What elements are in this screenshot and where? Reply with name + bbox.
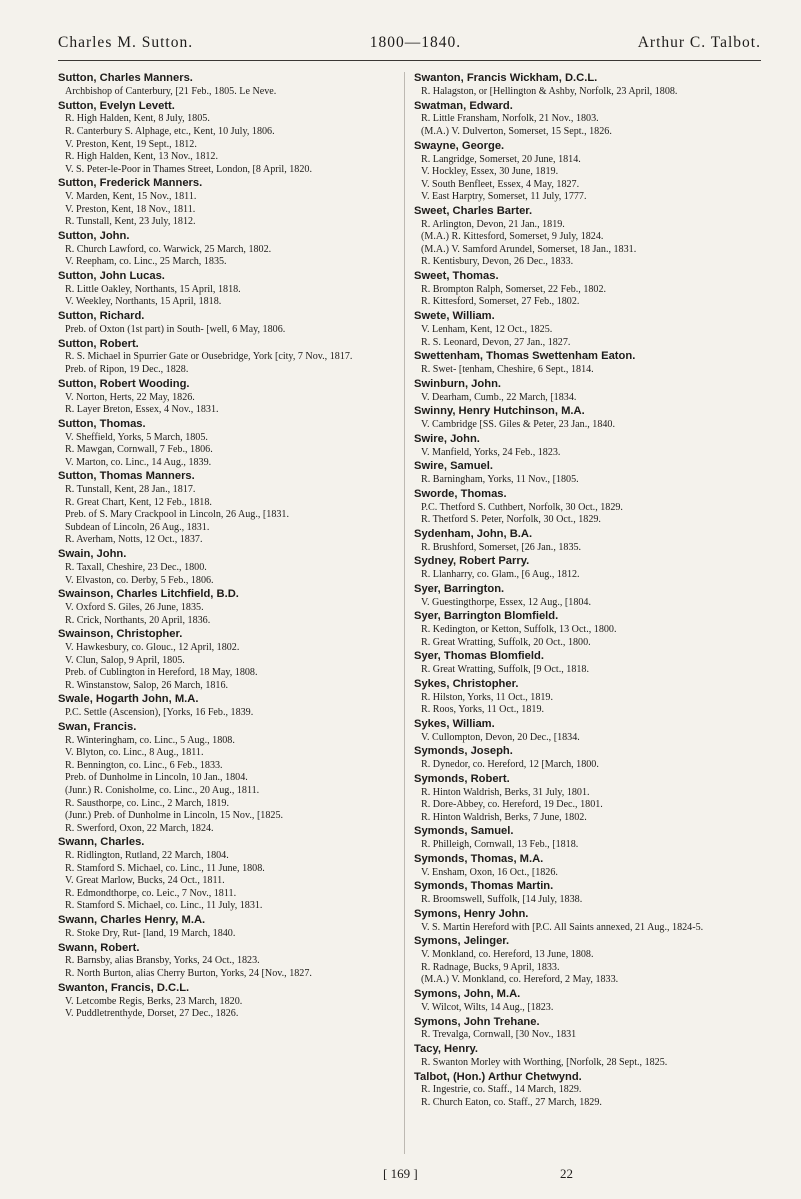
entry-name: Symonds, Robert. [414, 772, 510, 785]
entry-line: R. Brompton Ralph, Somerset, 22 Feb., 1802. [421, 283, 607, 295]
entry-line: (Junr.) Preb. of Dunholme in Lincoln, 15 Nov., [1825. [65, 810, 284, 822]
entry-line: R. Averham, Notts, 12 Oct., 1837. [65, 534, 203, 546]
entry-line: V. Letcombe Regis, Berks, 23 March, 1820. [65, 995, 243, 1007]
entry [58, 418, 398, 470]
entry-line: R. Little Fransham, Norfolk, 21 Nov., 1803. [421, 113, 599, 125]
entry-line: V. Clun, Salop, 9 April, 1805. [65, 654, 185, 666]
entry-line: R. Hilston, Yorks, 11 Oct., 1819. [421, 691, 553, 703]
entry [414, 433, 764, 460]
entry-line: V. Marton, co. Linc., 14 Aug., 1839. [65, 456, 212, 468]
entry-name: Swinburn, John. [414, 377, 502, 390]
entry-line: V. Manfield, Yorks, 24 Feb., 1823. [421, 446, 561, 458]
right-column [414, 72, 764, 1111]
entry-line: V. Weekley, Northants, 15 April, 1818. [65, 296, 222, 308]
entry-name: Symons, Henry John. [414, 907, 529, 920]
entry-line: R. Tunstall, Kent, 23 July, 1812. [65, 216, 196, 228]
entry-line: V. Marden, Kent, 15 Nov., 1811. [65, 191, 197, 203]
entry-line: V. East Harptry, Somerset, 11 July, 1777. [421, 191, 587, 203]
signature-mark: 22 [560, 1166, 573, 1181]
entry-name: Swettenham, Thomas Swettenham Eaton. [414, 350, 636, 363]
entry [58, 230, 398, 269]
entry [58, 721, 398, 835]
entry-line: V. Ensham, Oxon, 16 Oct., [1826. [421, 866, 558, 878]
entry-name: Sydenham, John, B.A. [414, 527, 533, 540]
entry [414, 310, 764, 349]
entry [414, 678, 764, 717]
entry-line: R. Edmondthorpe, co. Leic., 7 Nov., 1811. [65, 887, 237, 899]
entry [414, 880, 764, 907]
entry-line: (Junr.) R. Conisholme, co. Linc., 20 Aug., 1811. [65, 785, 260, 796]
entry [414, 140, 764, 204]
entry [414, 1016, 764, 1043]
entry [414, 745, 764, 772]
entry [58, 693, 398, 720]
entry [58, 100, 398, 177]
entry-name: Sutton, Thomas Manners. [58, 470, 195, 483]
entry-line: V. S. Martin Hereford with [P.C. All Saints annexed, 21 Aug., 1824-5. [421, 921, 704, 933]
entry [414, 1071, 764, 1110]
header-center: 1800—1840. [369, 34, 462, 51]
entry-line: V. Norton, Herts, 22 May, 1826. [65, 391, 195, 403]
entry-line: R. S. Michael in Spurrier Gate or Ousebridge, York [city, 7 Nov., 1817. [65, 351, 353, 363]
entry-line: R. Llanharry, co. Glam., [6 Aug., 1812. [421, 569, 580, 581]
entry-line: R. Winstanstow, Salop, 26 March, 1816. [65, 679, 229, 691]
entry [414, 908, 764, 935]
entry-line: R. Kentisbury, Devon, 26 Dec., 1833. [421, 256, 574, 268]
entry [414, 378, 764, 405]
entry-line: V. S. Peter-le-Poor in Thames Street, London, [8 April, 1820. [65, 163, 312, 175]
entry [414, 205, 764, 269]
entry-line: Preb. of Oxton (1st part) in South- [well, 6 May, 1806. [65, 323, 286, 335]
entry-name: Swire, John. [414, 432, 480, 445]
entry-name: Sutton, Robert Wooding. [58, 377, 190, 390]
entry [414, 350, 764, 377]
entry-line: R. Tunstall, Kent, 28 Jan., 1817. [65, 484, 196, 496]
entry [58, 548, 398, 587]
entry-line: V. Blyton, co. Linc., 8 Aug., 1811. [65, 747, 204, 759]
entry-line: V. Monkland, co. Hereford, 13 June, 1808. [421, 949, 594, 961]
entry-line: R. Kedington, or Ketton, Suffolk, 13 Oct., 1800. [421, 624, 617, 636]
entry [414, 100, 764, 139]
entry-line: Subdean of Lincoln, 26 Aug., 1831. [65, 521, 210, 533]
entry-line: R. Dore-Abbey, co. Hereford, 19 Dec., 1801. [421, 799, 603, 811]
entry-line: R. Hinton Waldrish, Berks, 31 July, 1801. [421, 786, 590, 798]
entry-name: Swann, Robert. [58, 941, 140, 954]
entry-line: R. Ridlington, Rutland, 22 March, 1804. [65, 850, 229, 862]
entry [414, 488, 764, 527]
entry-line: R. Stamford S. Michael, co. Linc., 11 July, 1831. [65, 900, 263, 912]
page-number: [ 169 ] [383, 1166, 418, 1181]
entry-line: R. Langridge, Somerset, 20 June, 1814. [421, 153, 581, 165]
column-divider [404, 72, 405, 1154]
entry-line: R. Barningham, Yorks, 11 Nov., [1805. [421, 474, 579, 485]
entry [58, 270, 398, 309]
entry-line: R. Roos, Yorks, 11 Oct., 1819. [421, 704, 545, 716]
entry-name: Swanton, Francis, D.C.L. [58, 981, 190, 994]
entry-line: R. Stamford S. Michael, co. Linc., 11 June, 1808. [65, 862, 265, 874]
entry-line: R. Taxall, Cheshire, 23 Dec., 1800. [65, 561, 207, 573]
entry [414, 825, 764, 852]
entry-line: Preb. of Dunholme in Lincoln, 10 Jan., 1804. [65, 772, 248, 784]
entry-name: Sweet, Thomas. [414, 269, 499, 282]
entry-line: R. Great Wratting, Suffolk, [9 Oct., 1818. [421, 664, 589, 676]
entry-line: V. Wilcot, Wilts, 14 Aug., [1823. [421, 1001, 554, 1013]
entry-name: Sweet, Charles Barter. [414, 204, 533, 217]
entry [58, 338, 398, 377]
entry-name: Symonds, Joseph. [414, 745, 513, 758]
entry-line: R. Kittesford, Somerset, 27 Feb., 1802. [421, 296, 580, 308]
entry-name: Symons, Jelinger. [414, 935, 510, 948]
entry-line: R. Great Wratting, Suffolk, 20 Oct., 1800. [421, 636, 591, 648]
header-right: Arthur C. Talbot. [637, 34, 761, 51]
entry-name: Sutton, Evelyn Levett. [58, 99, 175, 112]
entry-line: R. Canterbury S. Alphage, etc., Kent, 10 July, 1806. [65, 126, 275, 137]
entry [414, 555, 764, 582]
entry-line: R. Church Eaton, co. Staff., 27 March, 1829. [421, 1097, 602, 1108]
entry-line: R. Philleigh, Cornwall, 13 Feb., [1818. [421, 839, 579, 851]
entry [414, 460, 764, 487]
entry-line: R. Brushford, Somerset, [26 Jan., 1835. [421, 541, 582, 553]
entry [414, 405, 764, 432]
entry-line: Preb. of S. Mary Crackpool in Lincoln, 26 Aug., [1831. [65, 509, 289, 521]
entry-name: Syer, Thomas Blomfield. [414, 650, 544, 663]
entry-line: Archbishop of Canterbury, [21 Feb., 1805. Le Neve. [65, 85, 277, 97]
entry-name: Symonds, Samuel. [414, 825, 514, 838]
entry-name: Sutton, John Lucas. [58, 269, 165, 282]
entry-name: Symonds, Thomas, M.A. [414, 852, 544, 865]
entry-line: R. Ingestrie, co. Staff., 14 March, 1829. [421, 1084, 582, 1096]
entry-line: R. Winteringham, co. Linc., 5 Aug., 1808. [65, 734, 235, 746]
entry [58, 310, 398, 337]
running-header [58, 34, 761, 52]
entry-name: Symons, John Trehane. [414, 1015, 540, 1028]
entry-line: R. Bennington, co. Linc., 6 Feb., 1833. [65, 759, 223, 771]
entry [58, 588, 398, 627]
entry [414, 72, 764, 99]
entry-line: Preb. of Ripon, 19 Dec., 1828. [65, 364, 189, 375]
entry-line: V. Hockley, Essex, 30 June, 1819. [421, 166, 559, 178]
entry-name: Symons, John, M.A. [414, 988, 521, 1000]
entry-line: (M.A.) V. Dulverton, Somerset, 15 Sept., 1826. [421, 126, 612, 137]
entry-line: R. Crick, Northants, 20 April, 1836. [65, 614, 211, 626]
entry-line: R. Swanton Morley with Worthing, [Norfolk, 28 Sept., 1825. [421, 1056, 668, 1068]
entry-line: R. Dynedor, co. Hereford, 12 [March, 1800. [421, 759, 599, 771]
entry [414, 773, 764, 825]
entry-line: R. Sausthorpe, co. Linc., 2 March, 1819. [65, 797, 229, 809]
entry [58, 628, 398, 692]
entry-name: Swinny, Henry Hutchinson, M.A. [414, 405, 585, 418]
entry-name: Sutton, Frederick Manners. [58, 177, 203, 190]
entry-name: Swain, John. [58, 548, 127, 560]
entry [58, 177, 398, 229]
entry-line: V. Dearham, Cumb., 22 March, [1834. [421, 391, 577, 403]
entry-line: V. Elvaston, co. Derby, 5 Feb., 1806. [65, 574, 214, 586]
entry-name: Sutton, Thomas. [58, 417, 146, 430]
entry [414, 528, 764, 555]
entry-line: (M.A.) R. Kittesford, Somerset, 9 July, 1824. [421, 231, 604, 243]
entry-line: R. Layer Breton, Essex, 4 Nov., 1831. [65, 404, 219, 416]
entry-line: R. Barnsby, alias Bransby, Yorks, 24 Oct., 1823. [65, 955, 260, 967]
entry-name: Syer, Barrington Blomfield. [414, 610, 559, 623]
header-left: Charles M. Sutton. [58, 34, 194, 51]
entry-name: Sykes, William. [414, 717, 495, 730]
entry-line: R. Great Chart, Kent, 12 Feb., 1818. [65, 496, 212, 508]
entry-name: Swire, Samuel. [414, 460, 493, 473]
entry-line: P.C. Thetford S. Cuthbert, Norfolk, 30 Oct., 1829. [421, 501, 623, 513]
entry-name: Sutton, John. [58, 229, 130, 242]
entry-name: Swatman, Edward. [414, 99, 513, 112]
entry-line: V. Reepham, co. Linc., 25 March, 1835. [65, 256, 227, 268]
entry-name: Swan, Francis. [58, 720, 137, 733]
entry-name: Sutton, Richard. [58, 310, 145, 322]
entry-line: V. Oxford S. Giles, 26 June, 1835. [65, 602, 204, 613]
entry [58, 470, 398, 547]
entry-line: R. Hinton Waldrish, Berks, 7 June, 1802. [421, 811, 587, 823]
entry-line: R. Halagston, or [Hellington & Ashby, Norfolk, 23 April, 1808. [421, 85, 678, 97]
entry-name: Sutton, Charles Manners. [58, 72, 193, 84]
entry-line: V. Hawkesbury, co. Glouc., 12 April, 1802. [65, 642, 240, 654]
entry-line: R. North Burton, alias Cherry Burton, Yorks, 24 [Nov., 1827. [65, 968, 312, 979]
entry [414, 583, 764, 610]
entry [58, 836, 398, 913]
entry-line: R. Stoke Dry, Rut- [land, 19 March, 1840. [65, 927, 236, 939]
entry [414, 610, 764, 649]
entry-name: Swann, Charles. [58, 836, 145, 849]
header-rule [58, 60, 761, 61]
entry-line: R. Swet- [tenham, Cheshire, 6 Sept., 1814. [421, 364, 594, 375]
entry-name: Swann, Charles Henry, M.A. [58, 914, 206, 926]
entry [414, 935, 764, 987]
entry [58, 914, 398, 941]
entry-line: R. Mawgan, Cornwall, 7 Feb., 1806. [65, 444, 213, 456]
entry-name: Syer, Barrington. [414, 582, 505, 595]
entry-name: Sutton, Robert. [58, 337, 139, 350]
entry-line: V. Preston, Kent, 19 Sept., 1812. [65, 138, 197, 150]
entry [414, 650, 764, 677]
entry-line: V. Cambridge [SS. Giles & Peter, 23 Jan., 1840. [421, 419, 615, 430]
entry [414, 988, 764, 1015]
entry-line: R. High Halden, Kent, 13 Nov., 1812. [65, 151, 218, 163]
entry-line: V. Guestingthorpe, Essex, 12 Aug., [1804. [421, 596, 591, 608]
entry-name: Tacy, Henry. [414, 1043, 479, 1055]
entry [414, 718, 764, 745]
entry-line: V. Sheffield, Yorks, 5 March, 1805. [65, 431, 208, 443]
entry-name: Swete, William. [414, 310, 495, 322]
entry-line: R. Thetford S. Peter, Norfolk, 30 Oct., 1829. [421, 514, 601, 526]
left-column [58, 72, 398, 1022]
entry-name: Swanton, Francis Wickham, D.C.L. [414, 72, 598, 84]
entry [58, 942, 398, 981]
entry-name: Sydney, Robert Parry. [414, 555, 530, 568]
entry [414, 270, 764, 309]
entry-line: (M.A.) V. Monkland, co. Hereford, 2 May, 1833. [421, 974, 619, 986]
entry-line: R. Swerford, Oxon, 22 March, 1824. [65, 822, 214, 834]
entry-line: V. Cullompton, Devon, 20 Dec., [1834. [421, 731, 580, 743]
entry-line: (M.A.) V. Samford Arundel, Somerset, 18 Jan., 1831. [421, 243, 637, 255]
entry-line: V. Preston, Kent, 18 Nov., 1811. [65, 203, 196, 215]
entry-name: Sworde, Thomas. [414, 487, 507, 500]
entry-line: Preb. of Cublington in Hereford, 18 May, 1808. [65, 667, 258, 679]
entry-name: Swainson, Charles Litchfield, B.D. [58, 588, 239, 601]
entry-name: Swale, Hogarth John, M.A. [58, 693, 199, 706]
entry-line: R. High Halden, Kent, 8 July, 1805. [65, 113, 210, 125]
entry-line: R. Radnage, Bucks, 9 April, 1833. [421, 961, 560, 973]
entry-name: Symonds, Thomas Martin. [414, 880, 554, 893]
entry-line: R. Broomswell, Suffolk, [14 July, 1838. [421, 894, 583, 906]
entry-name: Sykes, Christopher. [414, 677, 519, 690]
entry-name: Swayne, George. [414, 139, 505, 152]
entry-line: V. Great Marlow, Bucks, 24 Oct., 1811. [65, 875, 225, 887]
entry-line: P.C. Settle (Ascension), [Yorks, 16 Feb., 1839. [65, 707, 254, 719]
entry-line: V. Puddletrenthyde, Dorset, 27 Dec., 1826. [65, 1008, 239, 1020]
entry-line: R. Little Oakley, Northants, 15 April, 1818. [65, 283, 241, 295]
entry [414, 853, 764, 880]
entry-name: Talbot, (Hon.) Arthur Chetwynd. [414, 1070, 582, 1083]
entry-line: R. S. Leonard, Devon, 27 Jan., 1827. [421, 336, 571, 348]
entry [414, 1043, 764, 1070]
entry-line: R. Arlington, Devon, 21 Jan., 1819. [421, 218, 565, 230]
entry-line: V. South Benfleet, Essex, 4 May, 1827. [421, 178, 580, 190]
entry-line: R. Church Lawford, co. Warwick, 25 March, 1802. [65, 243, 272, 255]
entry-name: Swainson, Christopher. [58, 628, 183, 641]
entry [58, 378, 398, 417]
entry [58, 982, 398, 1021]
entry-line: R. Trevalga, Cornwall, [30 Nov., 1831 [421, 1029, 577, 1041]
entry [58, 72, 398, 99]
entry-line: V. Lenham, Kent, 12 Oct., 1825. [421, 323, 553, 335]
